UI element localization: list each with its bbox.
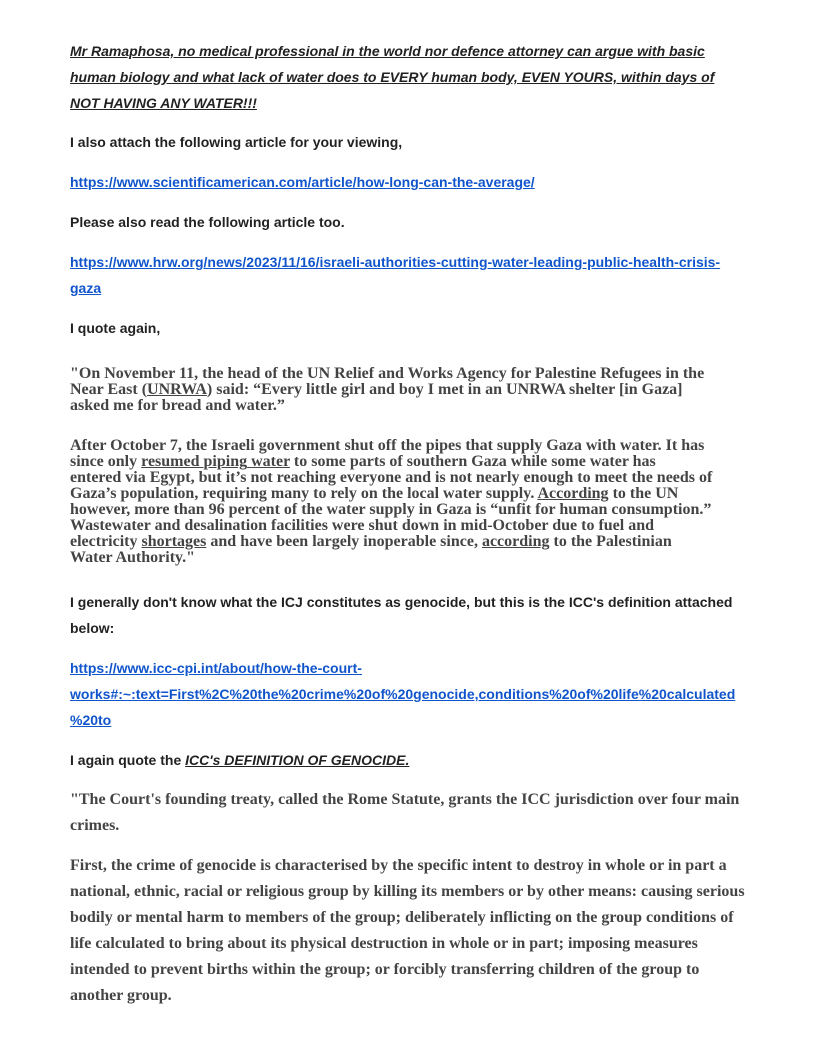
- quote-text: since only: [70, 453, 142, 470]
- quote-line: [70, 486, 770, 502]
- according-link-1[interactable]: According: [537, 485, 609, 502]
- quote-line: entered via Egypt, but it’s not reaching everyone and is not nearly enough to meet the needs of: [70, 469, 713, 486]
- quote-text: ) said: “Every little girl and boy I met in an UNRWA shelter [in Gaza]: [206, 381, 683, 398]
- icc-link-line[interactable]: works#:~:text=First%2C%20the%20crime%20of%20genocide,conditions%20of%20life%20calculated: [70, 686, 736, 702]
- hrw-link-line[interactable]: gaza: [70, 280, 102, 296]
- quote-icc-prefix: I again quote the: [70, 752, 186, 768]
- piping-link[interactable]: piping: [203, 453, 248, 470]
- icc-quote-line: another group.: [70, 987, 172, 1004]
- according-link-2[interactable]: according: [481, 533, 550, 550]
- quote-icc-line: [70, 747, 770, 773]
- icc-quote-line: "The Court's founding treaty, called the Rome Statute, grants the ICC jurisdiction over four main: [70, 791, 740, 808]
- icj-line: below:: [70, 620, 115, 636]
- quote-text: to some parts of southern Gaza while some water has: [289, 453, 656, 470]
- icc-link[interactable]: [70, 655, 770, 733]
- icc-quote-line: intended to prevent births within the group; or forcibly transferring children of the group to: [70, 961, 700, 978]
- resumed-link[interactable]: resumed: [141, 453, 200, 470]
- quote-line: asked me for bread and water.”: [70, 397, 285, 414]
- hrw-link-line[interactable]: https://www.hrw.org/news/2023/11/16/israeli-authorities-cutting-water-leading-public-health-crisis-: [70, 254, 721, 270]
- icc-quote-line: crimes.: [70, 817, 120, 834]
- quote-text: Near East (: [70, 381, 148, 398]
- quote-line: [70, 534, 770, 550]
- intro-paragraph: [70, 38, 714, 116]
- icc-link-line[interactable]: https://www.icc-cpi.int/about/how-the-court-: [70, 660, 362, 676]
- quote-line: Water Authority.": [70, 549, 196, 566]
- attach-text: I also attach the following article for your viewing,: [70, 134, 403, 150]
- quote-paragraph-2: [70, 438, 770, 566]
- unrwa-link[interactable]: UNRWA: [147, 381, 207, 398]
- quote-line: [70, 382, 770, 398]
- scientific-american-link[interactable]: https://www.scientificamerican.com/article/how-long-can-the-average/: [70, 174, 535, 190]
- icc-link-line[interactable]: %20to: [70, 712, 112, 728]
- quote-text: to the UN: [608, 485, 679, 502]
- quote-line: Wastewater and desalination facilities were shut down in mid-October due to fuel and: [70, 517, 655, 534]
- quote-text: electricity: [70, 533, 142, 550]
- quote-line: however, more than 96 percent of the water supply in Gaza is “unfit for human consumption.”: [70, 501, 712, 518]
- intro-line: human biology and what lack of water does to EVERY human body, EVEN YOURS, within days of: [70, 69, 715, 85]
- icc-quote-paragraph-2: [70, 853, 770, 1009]
- water-link[interactable]: water: [251, 453, 290, 470]
- icj-paragraph: [70, 589, 770, 641]
- shortages-link[interactable]: shortages: [141, 533, 207, 550]
- read-text: Please also read the following article too.: [70, 214, 345, 230]
- icj-line: I generally don't know what the ICJ constitutes as genocide, but this is the ICC's definition attached: [70, 594, 733, 610]
- quote-text: and have been largely inoperable since,: [206, 533, 482, 550]
- icc-quote-paragraph-1: [70, 787, 770, 839]
- quote-again-text: I quote again,: [70, 320, 161, 336]
- quote-text: to the Palestinian: [549, 533, 672, 550]
- quote-text: Gaza’s population, requiring many to rely on the local water supply.: [70, 485, 538, 502]
- quote-line: [70, 454, 770, 470]
- quote-line: After October 7, the Israeli government shut off the pipes that supply Gaza with water. It has: [70, 437, 705, 454]
- icc-quote-line: First, the crime of genocide is characterised by the specific intent to destroy in whole or in part a: [70, 857, 727, 874]
- icc-quote-line: bodily or mental harm to members of the group; deliberately inflicting on the group conditions of: [70, 909, 734, 926]
- intro-line: NOT HAVING ANY WATER!!!: [70, 95, 257, 111]
- intro-line: Mr Ramaphosa, no medical professional in the world nor defence attorney can argue with basic: [70, 43, 705, 59]
- quote-line: "On November 11, the head of the UN Relief and Works Agency for Palestine Refugees in the: [70, 365, 705, 382]
- hrw-link[interactable]: [70, 249, 770, 301]
- icc-definition-emphasis: ICC's DEFINITION OF GENOCIDE.: [185, 752, 410, 768]
- quote-paragraph-1: [70, 366, 770, 414]
- icc-quote-line: life calculated to bring about its physical destruction in whole or in part; imposing measures: [70, 935, 698, 952]
- icc-quote-line: national, ethnic, racial or religious group by killing its members or by other means: causing serious: [70, 883, 745, 900]
